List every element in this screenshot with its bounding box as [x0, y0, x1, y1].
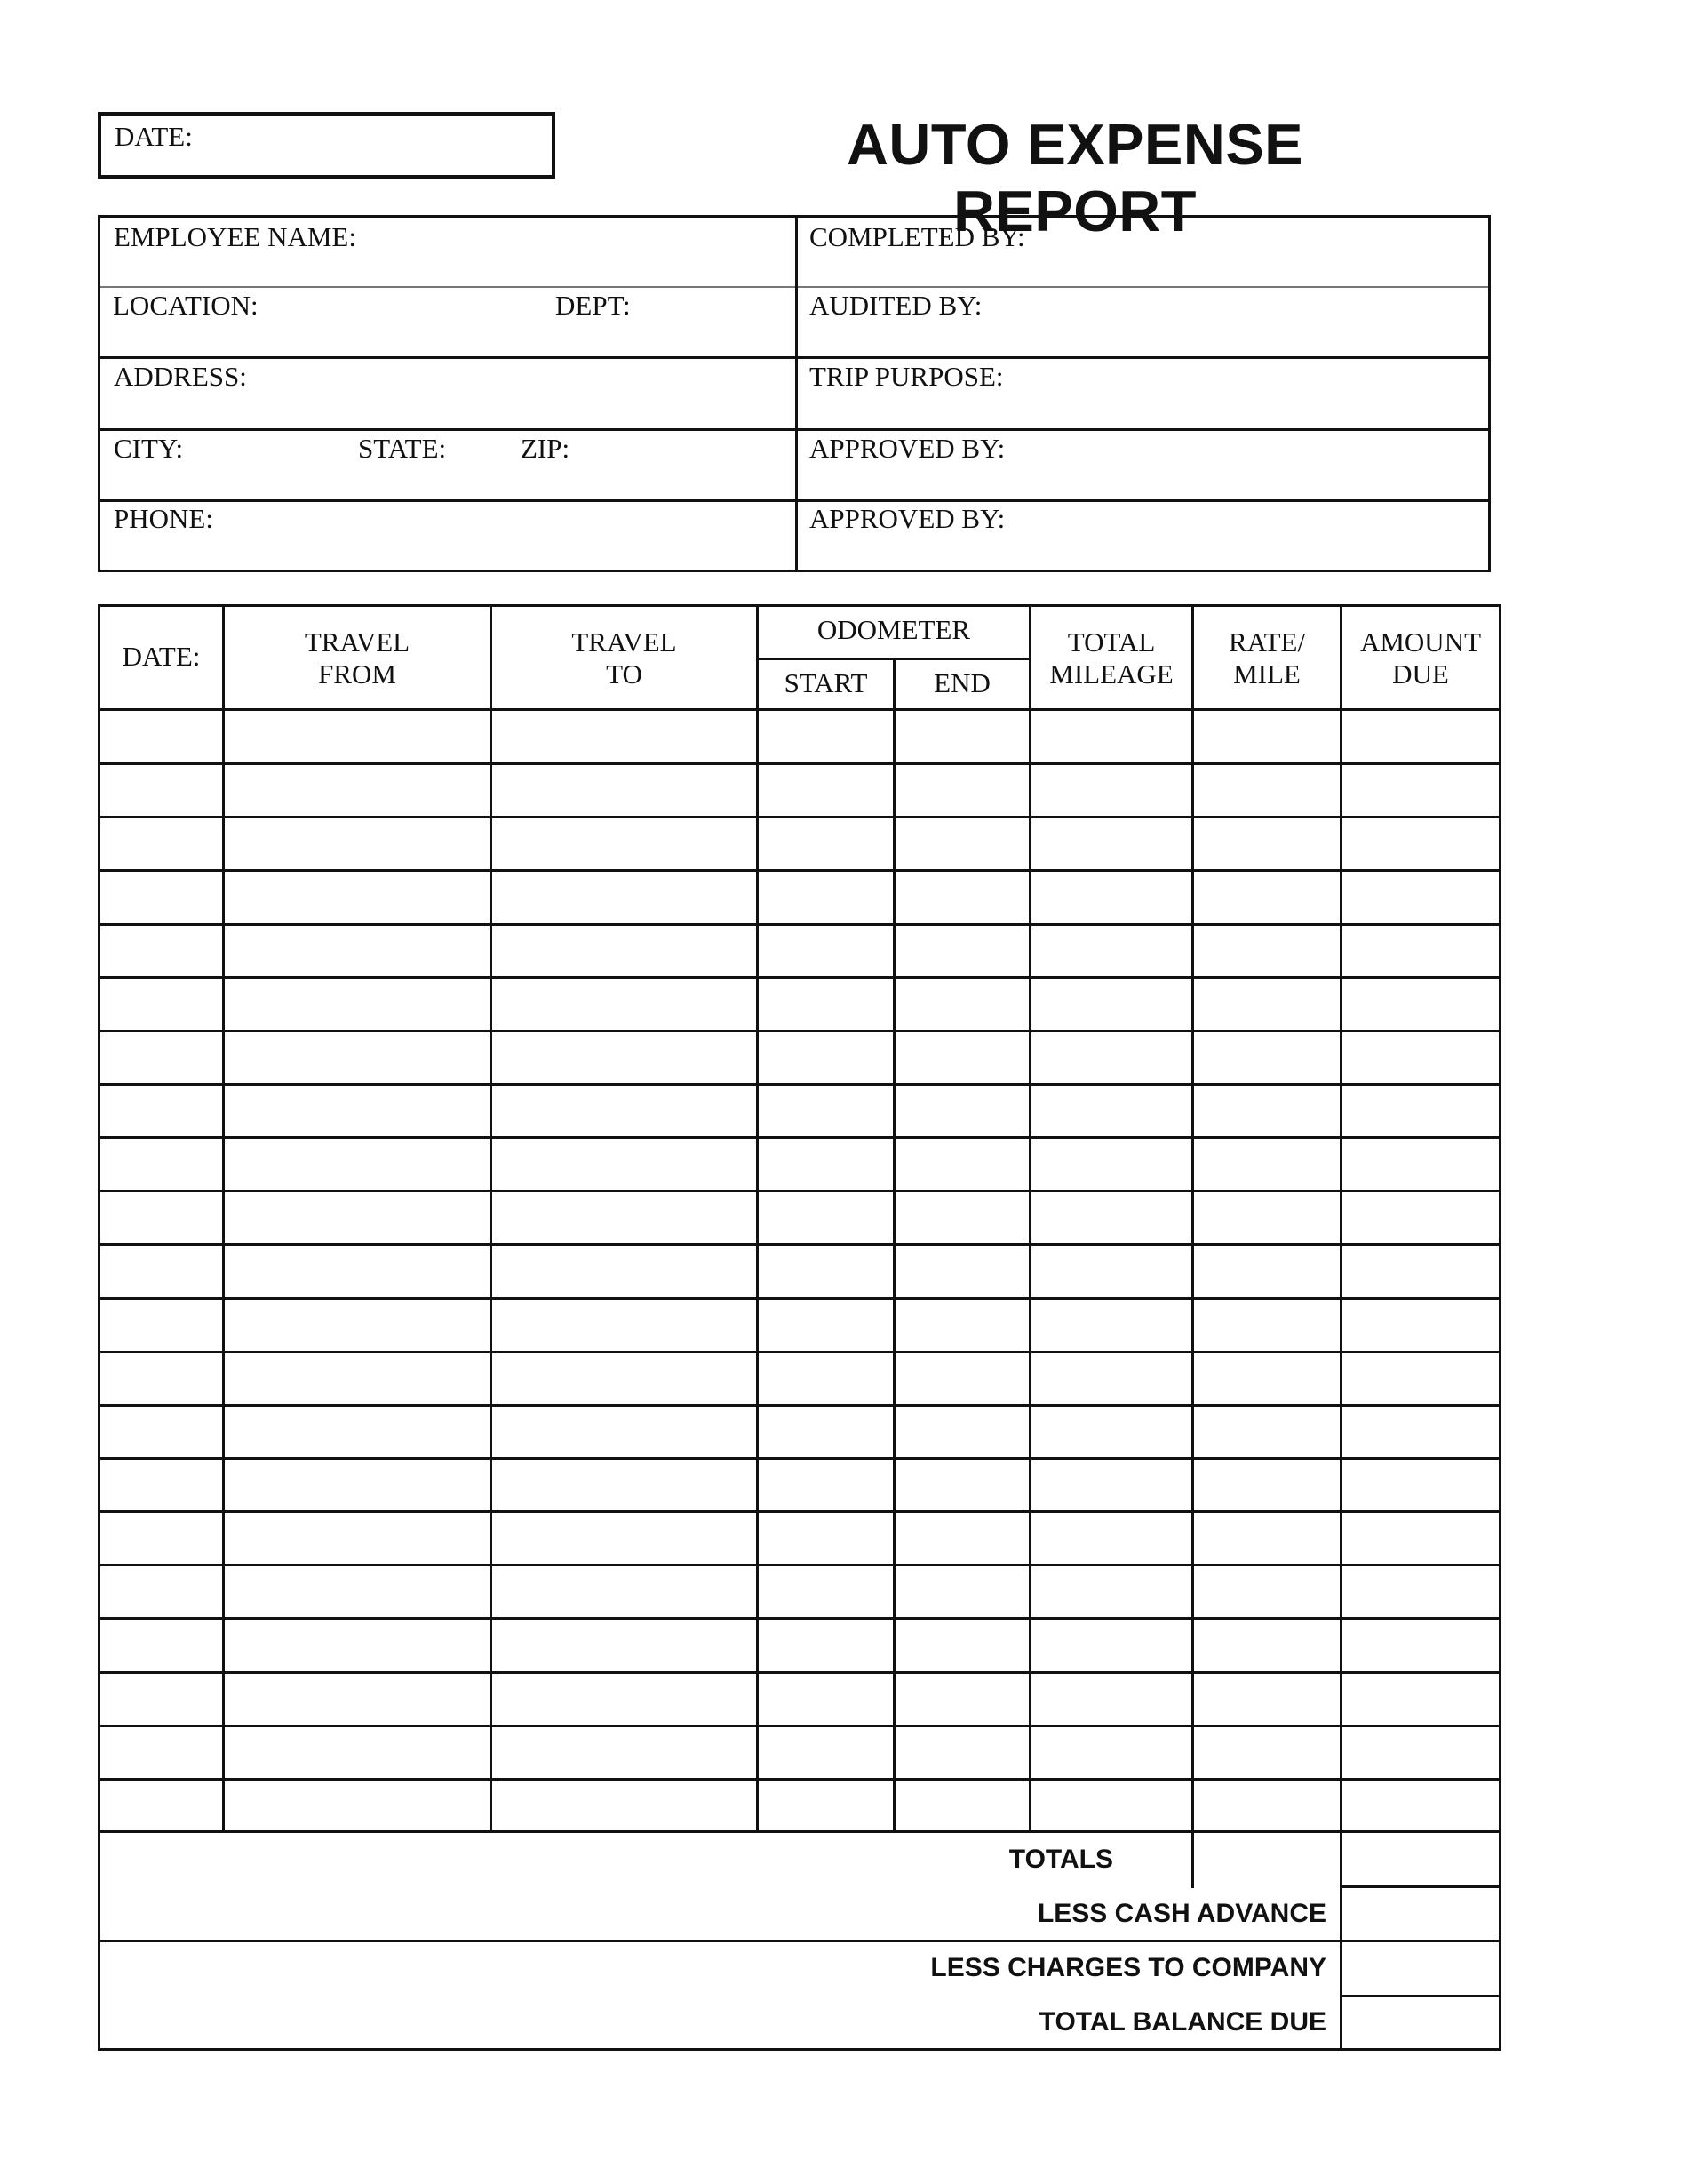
- table-cell[interactable]: [225, 978, 490, 1029]
- table-cell[interactable]: [1194, 711, 1340, 761]
- table-cell[interactable]: [225, 1245, 490, 1295]
- table-cell[interactable]: [492, 1512, 756, 1563]
- table-cell[interactable]: [492, 1192, 756, 1242]
- employee-name-label: EMPLOYEE NAME:: [114, 221, 356, 252]
- table-cell[interactable]: [759, 1512, 893, 1563]
- table-cell[interactable]: [492, 711, 756, 761]
- table-cell[interactable]: [1031, 764, 1191, 815]
- table-cell[interactable]: [225, 1085, 490, 1136]
- table-cell[interactable]: [492, 1619, 756, 1670]
- table-cell[interactable]: [100, 1780, 222, 1830]
- trip-purpose-label: TRIP PURPOSE:: [809, 361, 1004, 392]
- table-cell[interactable]: [492, 1299, 756, 1350]
- table-cell[interactable]: [1031, 1459, 1191, 1510]
- table-cell[interactable]: [492, 1406, 756, 1456]
- table-cell[interactable]: [1031, 925, 1191, 976]
- location-label: LOCATION:: [113, 290, 259, 321]
- approved-by-label: APPROVED BY:: [809, 433, 1006, 464]
- table-cell[interactable]: [225, 817, 490, 868]
- table-cell[interactable]: [492, 1032, 756, 1082]
- table-cell[interactable]: [896, 1726, 1029, 1777]
- table-cell[interactable]: [225, 1406, 490, 1456]
- table-cell[interactable]: [1031, 1245, 1191, 1295]
- header-travel-from: [225, 626, 490, 690]
- table-cell[interactable]: [759, 925, 893, 976]
- table-cell[interactable]: [1194, 1566, 1340, 1616]
- table-cell[interactable]: [896, 1138, 1029, 1189]
- table-cell[interactable]: [492, 764, 756, 815]
- table-cell[interactable]: [1194, 1512, 1340, 1563]
- phone-label: PHONE:: [114, 503, 213, 534]
- table-cell[interactable]: [759, 817, 893, 868]
- table-cell[interactable]: [759, 1459, 893, 1510]
- header-text: AMOUNT: [1359, 626, 1482, 658]
- table-cell[interactable]: [492, 871, 756, 921]
- table-cell[interactable]: [896, 1406, 1029, 1456]
- table-cell[interactable]: [1342, 1032, 1496, 1082]
- table-cell[interactable]: [1194, 1299, 1340, 1350]
- table-cell[interactable]: [1342, 764, 1496, 815]
- table-cell[interactable]: [759, 1032, 893, 1082]
- header-text: TRAVEL: [304, 626, 410, 658]
- table-cell[interactable]: [759, 1192, 893, 1242]
- table-cell[interactable]: [225, 1726, 490, 1777]
- zip-label: ZIP:: [521, 433, 570, 464]
- table-cell[interactable]: [896, 1299, 1029, 1350]
- table-cell[interactable]: [1194, 1192, 1340, 1242]
- header-text: TOTAL: [1067, 626, 1156, 658]
- totals-label: TOTALS: [1008, 1845, 1113, 1874]
- table-cell[interactable]: [896, 1245, 1029, 1295]
- totals-amount-cell[interactable]: [1342, 1833, 1499, 1885]
- header-odometer: ODOMETER: [816, 614, 971, 645]
- date-field[interactable]: [98, 112, 555, 179]
- table-cell[interactable]: [492, 1352, 756, 1403]
- table-cell[interactable]: [225, 1566, 490, 1616]
- table-cell[interactable]: [1194, 1459, 1340, 1510]
- table-cell[interactable]: [1194, 1726, 1340, 1777]
- table-cell[interactable]: [896, 1619, 1029, 1670]
- table-cell[interactable]: [1031, 1566, 1191, 1616]
- table-cell[interactable]: [225, 1780, 490, 1830]
- table-cell[interactable]: [896, 817, 1029, 868]
- table-cell[interactable]: [1342, 1299, 1496, 1350]
- page-title: AUTO EXPENSE REPORT: [846, 112, 1304, 243]
- table-cell[interactable]: [1342, 711, 1496, 761]
- table-cell[interactable]: [225, 871, 490, 921]
- table-cell[interactable]: [896, 1780, 1029, 1830]
- table-cell[interactable]: [1031, 871, 1191, 921]
- table-cell[interactable]: [896, 871, 1029, 921]
- table-cell[interactable]: [1031, 1619, 1191, 1670]
- less-charges-label: LESS CHARGES TO COMPANY: [930, 1953, 1326, 1982]
- table-cell[interactable]: [759, 1780, 893, 1830]
- table-cell[interactable]: [1194, 871, 1340, 921]
- table-cell[interactable]: [1194, 817, 1340, 868]
- less-cash-advance-label: LESS CASH ADVANCE: [1037, 1899, 1326, 1928]
- header-text: TO: [606, 658, 642, 689]
- completed-by-label: COMPLETED BY:: [809, 221, 1025, 252]
- table-cell[interactable]: [759, 1299, 893, 1350]
- header-text: FROM: [318, 658, 396, 689]
- table-cell[interactable]: [1031, 711, 1191, 761]
- table-cell[interactable]: [759, 978, 893, 1029]
- table-cell[interactable]: [100, 1352, 222, 1403]
- address-label: ADDRESS:: [114, 361, 247, 392]
- table-cell[interactable]: [225, 925, 490, 976]
- table-cell[interactable]: [225, 1619, 490, 1670]
- table-cell[interactable]: [1031, 1406, 1191, 1456]
- table-cell[interactable]: [1194, 925, 1340, 976]
- table-cell[interactable]: [1342, 1459, 1496, 1510]
- table-cell[interactable]: [759, 1619, 893, 1670]
- table-cell[interactable]: [492, 978, 756, 1029]
- table-cell[interactable]: [100, 1085, 222, 1136]
- table-cell[interactable]: [225, 1459, 490, 1510]
- table-cell[interactable]: [492, 1085, 756, 1136]
- audited-by-label: AUDITED BY:: [809, 290, 983, 321]
- table-cell[interactable]: [896, 1192, 1029, 1242]
- table-cell[interactable]: [1194, 1673, 1340, 1724]
- totals-rate-cell[interactable]: [1194, 1833, 1340, 1885]
- table-cell[interactable]: [492, 925, 756, 976]
- header-date: DATE:: [122, 641, 201, 672]
- header-travel-to: [492, 626, 756, 690]
- table-cell[interactable]: [1194, 1352, 1340, 1403]
- table-cell[interactable]: [1194, 1406, 1340, 1456]
- total-balance-due-label: TOTAL BALANCE DUE: [1039, 2007, 1326, 2037]
- table-cell[interactable]: [896, 1352, 1029, 1403]
- table-cell[interactable]: [1342, 1352, 1496, 1403]
- table-cell[interactable]: [100, 1673, 222, 1724]
- table-cell[interactable]: [100, 1459, 222, 1510]
- header-text: RATE/: [1228, 626, 1306, 658]
- table-cell[interactable]: [759, 871, 893, 921]
- table-cell[interactable]: [1342, 1780, 1496, 1830]
- info-divider: [100, 428, 1488, 431]
- header-total-mileage: [1031, 626, 1191, 690]
- table-cell[interactable]: [492, 1726, 756, 1777]
- table-cell[interactable]: [896, 925, 1029, 976]
- info-divider: [100, 286, 795, 288]
- table-cell[interactable]: [1031, 1192, 1191, 1242]
- table-cell[interactable]: [100, 1138, 222, 1189]
- table-cell[interactable]: [225, 764, 490, 815]
- table-cell[interactable]: [1342, 1673, 1496, 1724]
- header-text: MILEAGE: [1049, 658, 1174, 689]
- table-cell[interactable]: [100, 1192, 222, 1242]
- header-text: MILE: [1233, 658, 1301, 689]
- employee-info-block: [98, 215, 1491, 572]
- table-cell[interactable]: [100, 1299, 222, 1350]
- table-cell[interactable]: [759, 1352, 893, 1403]
- table-cell[interactable]: [896, 764, 1029, 815]
- info-divider: [100, 356, 1488, 359]
- table-cell[interactable]: [896, 1032, 1029, 1082]
- city-label: CITY:: [114, 433, 184, 464]
- table-cell[interactable]: [759, 764, 893, 815]
- table-cell[interactable]: [1031, 817, 1191, 868]
- table-cell[interactable]: [1342, 1085, 1496, 1136]
- table-cell[interactable]: [492, 1459, 756, 1510]
- table-cell[interactable]: [896, 711, 1029, 761]
- state-label: STATE:: [358, 433, 447, 464]
- table-cell[interactable]: [896, 1459, 1029, 1510]
- table-cell[interactable]: [492, 1566, 756, 1616]
- table-cell[interactable]: [1194, 764, 1340, 815]
- table-cell[interactable]: [1342, 1619, 1496, 1670]
- balance-due-cell[interactable]: [1342, 1997, 1499, 2048]
- table-cell[interactable]: [759, 1673, 893, 1724]
- table-cell[interactable]: [1031, 1726, 1191, 1777]
- table-cell[interactable]: [100, 1406, 222, 1456]
- table-cell[interactable]: [1342, 1512, 1496, 1563]
- table-cell[interactable]: [1342, 1566, 1496, 1616]
- info-column-divider: [795, 218, 798, 570]
- table-cell[interactable]: [100, 1512, 222, 1563]
- table-cell[interactable]: [492, 817, 756, 868]
- dept-label: DEPT:: [555, 290, 631, 321]
- table-cell[interactable]: [1031, 1352, 1191, 1403]
- expense-table: [98, 604, 1501, 2051]
- table-cell[interactable]: [1031, 1299, 1191, 1350]
- table-cell[interactable]: [1194, 1032, 1340, 1082]
- table-cell[interactable]: [759, 1566, 893, 1616]
- table-cell[interactable]: [1031, 1780, 1191, 1830]
- table-cell[interactable]: [1342, 1406, 1496, 1456]
- charges-cell[interactable]: [1342, 1942, 1499, 1995]
- table-cell[interactable]: [1342, 1138, 1496, 1189]
- table-cell[interactable]: [896, 1566, 1029, 1616]
- table-cell[interactable]: [100, 925, 222, 976]
- table-cell[interactable]: [1031, 1673, 1191, 1724]
- header-rate-per-mile: [1194, 626, 1340, 690]
- table-cell[interactable]: [100, 817, 222, 868]
- header-end: END: [934, 667, 991, 698]
- table-cell[interactable]: [759, 1726, 893, 1777]
- summary-line: [100, 1940, 1499, 1942]
- header-amount-due: [1342, 626, 1499, 690]
- header-text: DUE: [1392, 658, 1449, 689]
- header-text: TRAVEL: [571, 626, 677, 658]
- table-cell[interactable]: [896, 1512, 1029, 1563]
- table-cell[interactable]: [225, 1138, 490, 1189]
- table-cell[interactable]: [100, 1032, 222, 1082]
- table-cell[interactable]: [100, 1245, 222, 1295]
- table-cell[interactable]: [1194, 1619, 1340, 1670]
- table-cell[interactable]: [100, 764, 222, 815]
- table-cell[interactable]: [1194, 1245, 1340, 1295]
- table-cell[interactable]: [225, 1299, 490, 1350]
- cash-advance-cell[interactable]: [1342, 1888, 1499, 1940]
- table-cell[interactable]: [225, 711, 490, 761]
- table-cell[interactable]: [1031, 1085, 1191, 1136]
- table-cell[interactable]: [1031, 978, 1191, 1029]
- table-cell[interactable]: [759, 1245, 893, 1295]
- table-cell[interactable]: [1194, 1085, 1340, 1136]
- info-divider: [798, 286, 1488, 288]
- table-cell[interactable]: [1031, 1032, 1191, 1082]
- table-cell[interactable]: [100, 1619, 222, 1670]
- table-cell[interactable]: [896, 1085, 1029, 1136]
- table-cell[interactable]: [225, 1673, 490, 1724]
- table-cell[interactable]: [1194, 1138, 1340, 1189]
- table-cell[interactable]: [896, 978, 1029, 1029]
- table-cell[interactable]: [1031, 1512, 1191, 1563]
- table-cell[interactable]: [1194, 978, 1340, 1029]
- table-cell[interactable]: [492, 1673, 756, 1724]
- info-divider: [100, 499, 1488, 502]
- table-cell[interactable]: [100, 711, 222, 761]
- table-cell[interactable]: [225, 1352, 490, 1403]
- table-cell[interactable]: [759, 711, 893, 761]
- approved-by-label: APPROVED BY:: [809, 503, 1006, 534]
- table-cell[interactable]: [1194, 1780, 1340, 1830]
- table-cell[interactable]: [1031, 1138, 1191, 1189]
- table-cell[interactable]: [225, 1032, 490, 1082]
- table-cell[interactable]: [100, 978, 222, 1029]
- table-cell[interactable]: [100, 1566, 222, 1616]
- table-cell[interactable]: [759, 1085, 893, 1136]
- table-cell[interactable]: [1342, 871, 1496, 921]
- table-cell[interactable]: [225, 1192, 490, 1242]
- table-cell[interactable]: [896, 1673, 1029, 1724]
- table-cell[interactable]: [1342, 817, 1496, 868]
- table-cell[interactable]: [492, 1138, 756, 1189]
- table-cell[interactable]: [1342, 1192, 1496, 1242]
- table-cell[interactable]: [759, 1406, 893, 1456]
- header-start: START: [784, 667, 868, 698]
- table-cell[interactable]: [1342, 925, 1496, 976]
- table-cell[interactable]: [759, 1138, 893, 1189]
- table-cell[interactable]: [1342, 1245, 1496, 1295]
- table-cell[interactable]: [492, 1245, 756, 1295]
- table-cell[interactable]: [225, 1512, 490, 1563]
- table-cell[interactable]: [1342, 978, 1496, 1029]
- table-cell[interactable]: [492, 1780, 756, 1830]
- table-cell[interactable]: [100, 871, 222, 921]
- table-cell[interactable]: [100, 1726, 222, 1777]
- table-cell[interactable]: [1342, 1726, 1496, 1777]
- date-label: DATE:: [115, 121, 193, 152]
